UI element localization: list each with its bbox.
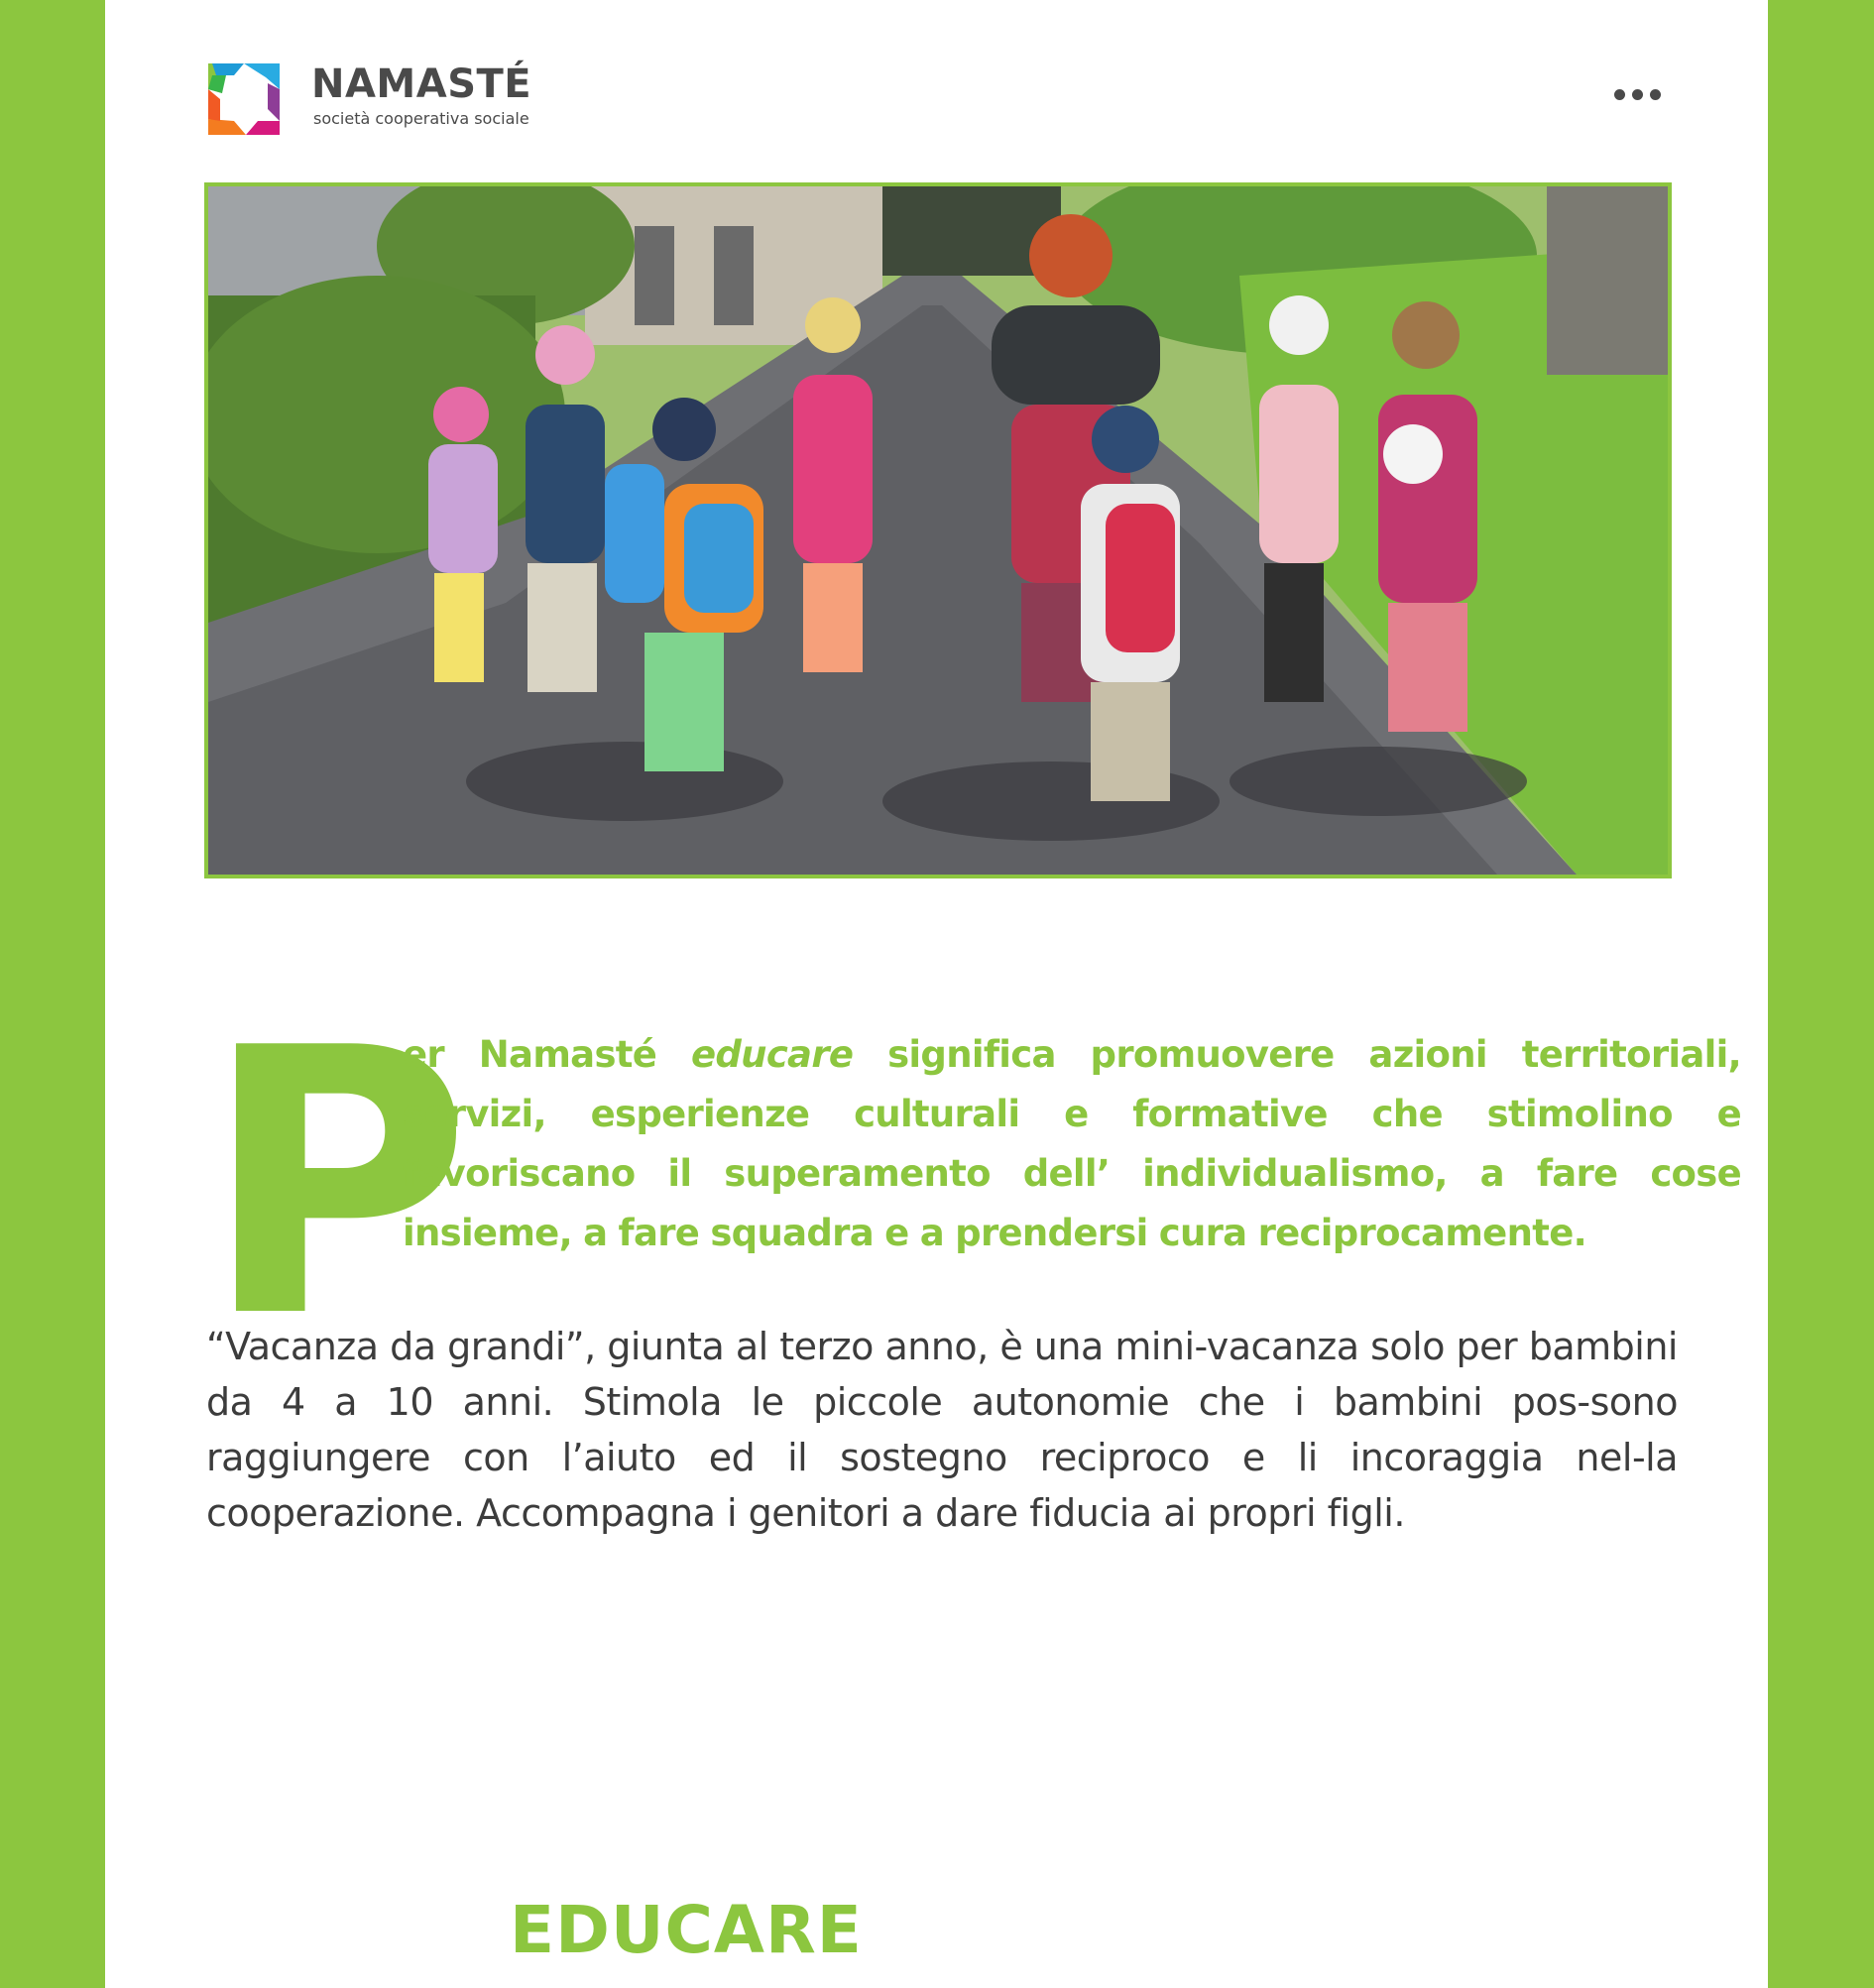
lead-part2: significa promuovere azioni territoriali, servizi, esperienze culturali e formative che stimolino e favoriscano il superamento dell’ individualismo, a fare cose insieme, a fare squadra e a prendersi cura reciprocamente. [403, 1033, 1741, 1254]
body-paragraph: “Vacanza da grandi”, giunta al terzo anno, è una mini-vacanza solo per bambini da 4 a 10 anni. Stimola le piccole autonomie che i bambini pos-sono raggiungere con l’aiuto ed il sostegno reciproco e li incoraggia nel-la cooperazione. Accompagna i genitori a dare fiducia ai propri figli. [206, 1325, 1678, 1535]
namaste-logo-icon [204, 59, 284, 139]
drop-cap: P [202, 972, 472, 1398]
dot-icon [1632, 89, 1643, 100]
brand-subtitle: società cooperativa sociale [313, 109, 529, 128]
dot-icon [1614, 89, 1625, 100]
hero-photo [204, 182, 1672, 878]
brand-logo[interactable] [204, 59, 621, 149]
more-dots-icon[interactable] [1614, 89, 1670, 105]
section-title: EDUCARE [510, 1892, 863, 1968]
dot-icon [1650, 89, 1661, 100]
photo-children-hiking-icon [208, 186, 1668, 875]
lead-emphasis: educare [691, 1033, 854, 1076]
page [105, 0, 1768, 1988]
brand-name: NAMASTÉ [311, 61, 532, 107]
lead-part1: er Namasté [403, 1033, 691, 1076]
lead-paragraph [403, 1025, 1741, 1263]
